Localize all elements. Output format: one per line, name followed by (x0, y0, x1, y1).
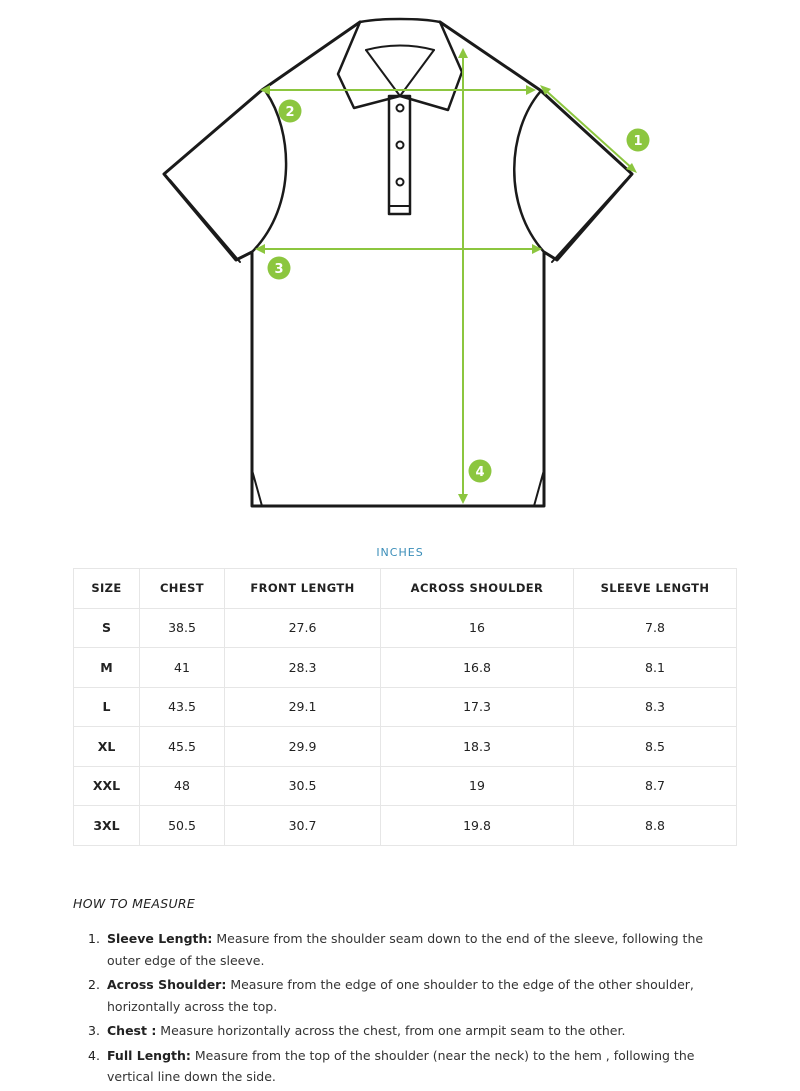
header-front-length: FRONT LENGTH (225, 569, 381, 609)
across-shoulder-cell: 19.8 (381, 806, 574, 846)
across-shoulder-cell: 17.3 (381, 687, 574, 727)
sleeve-length-cell: 8.3 (574, 687, 737, 727)
chest-cell: 45.5 (140, 727, 225, 767)
marker-4 (469, 460, 492, 483)
item-term: Sleeve Length (107, 931, 208, 946)
header-sleeve-length: SLEEVE LENGTH (574, 569, 737, 609)
table-header-row (74, 569, 737, 609)
chest-cell: 48 (140, 766, 225, 806)
item-text: Measure from the edge of one shoulder to the edge of the other shoulder, horizontally across the top. (107, 977, 694, 1014)
front-length-cell: 28.3 (225, 648, 381, 688)
front-length-cell: 29.9 (225, 727, 381, 767)
sleeve-length-cell: 7.8 (574, 608, 737, 648)
table-row (74, 727, 737, 767)
list-item (88, 1020, 718, 1042)
marker-2 (279, 100, 302, 123)
chest-cell: 43.5 (140, 687, 225, 727)
front-length-cell: 30.7 (225, 806, 381, 846)
measurement-lines (255, 48, 637, 504)
chest-cell: 41 (140, 648, 225, 688)
table-row (74, 806, 737, 846)
polo-shirt-icon (164, 19, 632, 506)
how-to-measure-list (88, 928, 718, 1091)
table-row (74, 687, 737, 727)
marker-label: 4 (475, 465, 485, 480)
units-label: INCHES (376, 546, 424, 559)
sleeve-length-cell: 8.8 (574, 806, 737, 846)
item-number: 2. (88, 977, 100, 992)
header-across-shoulder: ACROSS SHOULDER (381, 569, 574, 609)
how-to-measure-heading: HOW TO MEASURE (73, 896, 196, 911)
item-text: Measure horizontally across the chest, from one armpit seam to the other. (156, 1023, 626, 1038)
item-separator: : (221, 977, 227, 992)
list-item (88, 974, 718, 1017)
item-text: Measure from the shoulder seam down to the end of the sleeve, following the outer edge of the sleeve. (107, 931, 704, 968)
item-number: 4. (88, 1047, 100, 1063)
chest-cell: 38.5 (140, 608, 225, 648)
header-chest: CHEST (140, 569, 225, 609)
item-separator: : (185, 1047, 191, 1063)
marker-label: 3 (274, 262, 284, 277)
table-row (74, 648, 737, 688)
front-length-cell: 30.5 (225, 766, 381, 806)
item-term: Full Length (107, 1047, 186, 1063)
item-separator: : (207, 931, 213, 946)
size-cell: M (74, 648, 140, 688)
sleeve-length-cell: 8.7 (574, 766, 737, 806)
list-item (88, 928, 718, 971)
size-cell: XXL (74, 766, 140, 806)
front-length-cell: 29.1 (225, 687, 381, 727)
size-chart-table (73, 568, 737, 846)
size-cell: 3XL (74, 806, 140, 846)
size-cell: S (74, 608, 140, 648)
across-shoulder-cell: 18.3 (381, 727, 574, 767)
shirt-measurement-diagram (0, 0, 800, 520)
item-separator: : (146, 1023, 157, 1038)
marker-label: 1 (633, 134, 643, 149)
front-length-cell: 27.6 (225, 608, 381, 648)
size-cell: L (74, 687, 140, 727)
header-size: SIZE (74, 569, 140, 609)
item-number: 3. (88, 1023, 100, 1038)
across-shoulder-cell: 16 (381, 608, 574, 648)
marker-label: 2 (285, 105, 295, 120)
table-row (74, 608, 737, 648)
size-cell: XL (74, 727, 140, 767)
marker-1 (627, 129, 650, 152)
item-term: Across Shoulder (107, 977, 222, 992)
list-item (88, 1045, 718, 1088)
item-term: Chest (107, 1023, 147, 1038)
sleeve-length-cell: 8.1 (574, 648, 737, 688)
sleeve-length-cell: 8.5 (574, 727, 737, 767)
table-row (74, 766, 737, 806)
item-number: 1. (88, 931, 100, 946)
item-text: Measure from the top of the shoulder (near the neck) to the hem , following the vertical line down the side. (107, 1047, 695, 1084)
across-shoulder-cell: 16.8 (381, 648, 574, 688)
chest-cell: 50.5 (140, 806, 225, 846)
across-shoulder-cell: 19 (381, 766, 574, 806)
marker-3 (268, 257, 291, 280)
